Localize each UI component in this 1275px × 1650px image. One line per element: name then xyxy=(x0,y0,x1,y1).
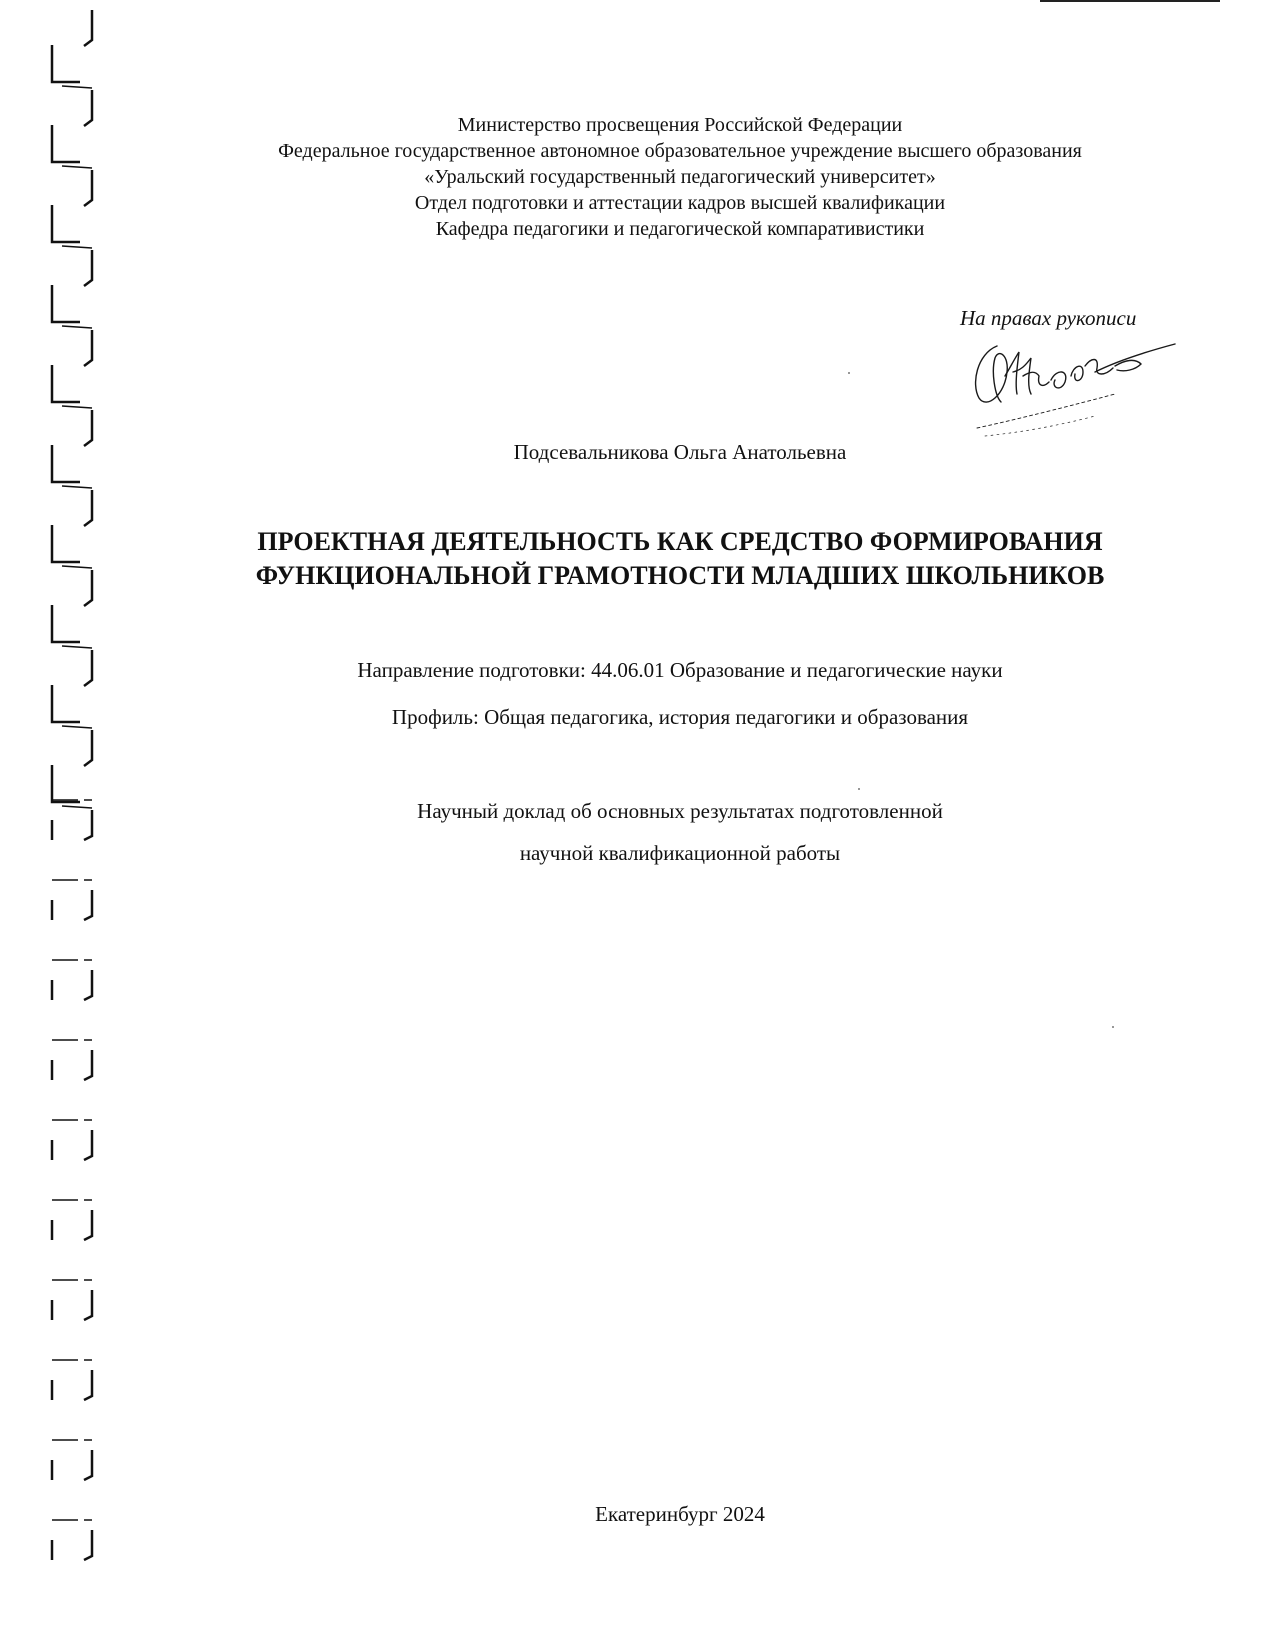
binding-marks xyxy=(0,0,110,1650)
document-title xyxy=(160,525,1200,593)
manuscript-note: На правах рукописи xyxy=(960,306,1137,330)
report-description xyxy=(200,790,1160,874)
study-profile: Профиль: Общая педагогика, история педагогики и образования xyxy=(391,705,969,729)
scan-speck xyxy=(1112,1026,1114,1028)
study-direction: Направление подготовки: 44.06.01 Образование и педагогические науки xyxy=(357,658,1003,682)
chair-line: Кафедра педагогики и педагогической компаративистики xyxy=(435,218,925,240)
scan-speck xyxy=(858,788,860,790)
scan-speck xyxy=(848,372,850,374)
report-line-1: Научный доклад об основных результатах подготовленной xyxy=(417,799,943,823)
author-name: Подсевальникова Ольга Анатольевна xyxy=(513,440,847,464)
report-line-2: научной квалификационной работы xyxy=(519,841,841,865)
title-line-2: ФУНКЦИОНАЛЬНОЙ ГРАМОТНОСТИ МЛАДШИХ ШКОЛЬНИКОВ xyxy=(255,561,1105,590)
city-year: Екатеринбург 2024 xyxy=(595,1502,765,1526)
university-line: «Уральский государственный педагогический университет» xyxy=(424,166,936,188)
department-office-line: Отдел подготовки и аттестации кадров высшей квалификации xyxy=(414,192,946,214)
institution-line: Федеральное государственное автономное образовательное учреждение высшего образования xyxy=(278,140,1082,162)
handwritten-signature xyxy=(965,336,1195,456)
top-edge-rule xyxy=(1040,0,1220,2)
title-line-1: ПРОЕКТНАЯ ДЕЯТЕЛЬНОСТЬ КАК СРЕДСТВО ФОРМИРОВАНИЯ xyxy=(257,527,1103,556)
institution-header xyxy=(200,112,1160,242)
ministry-line: Министерство просвещения Российской Федерации xyxy=(457,114,903,136)
